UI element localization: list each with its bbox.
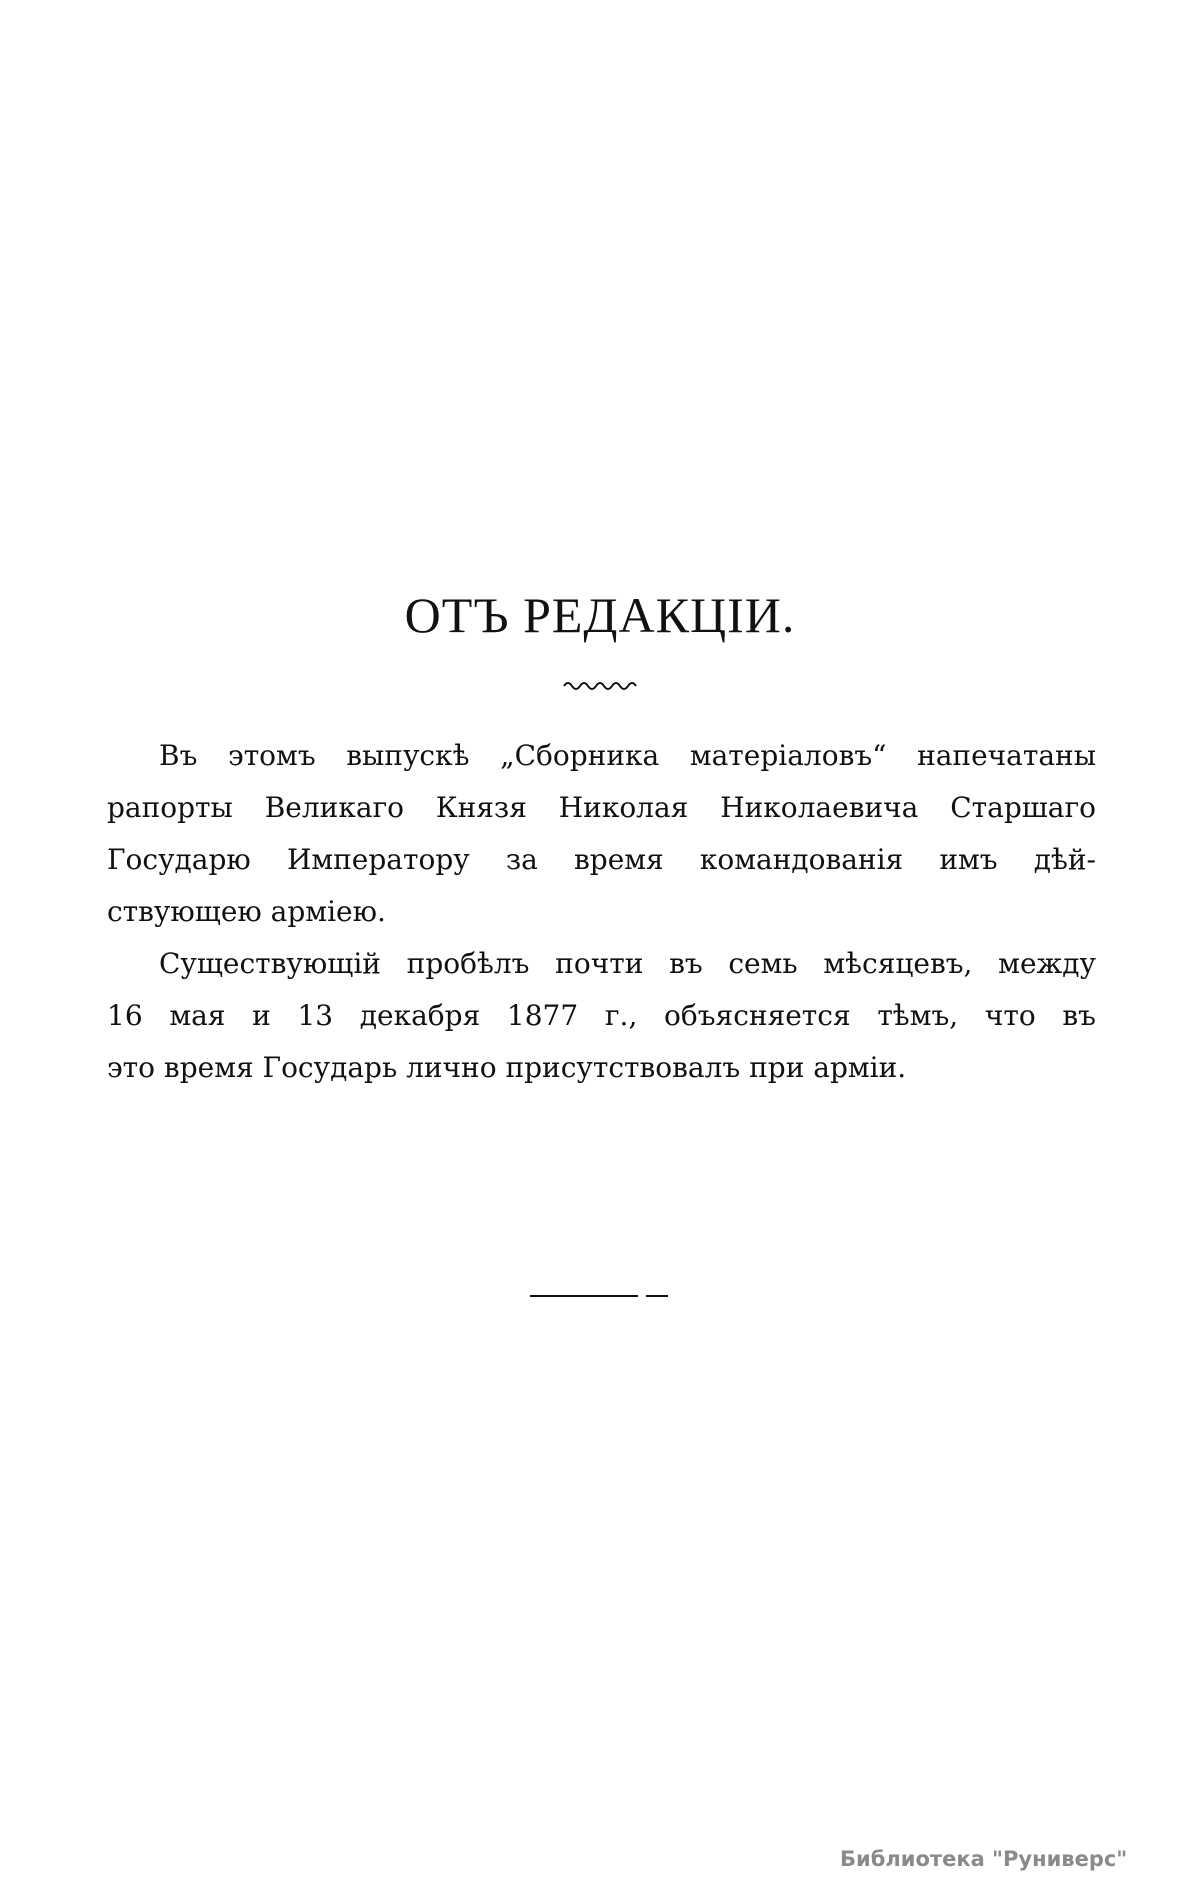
paragraph-1-line-2: рапорты Великаго Князя Николая Николаевича Старшаго [107, 791, 1096, 824]
library-watermark: Библиотека "Руниверс" [840, 1847, 1128, 1871]
wavy-ornament [562, 678, 640, 690]
paragraph-2-line-1: Существующій пробѣлъ почти въ семь мѣсяцевъ, между [159, 947, 1096, 980]
page-title: ОТЪ РЕДАКЦIИ. [404, 587, 796, 643]
paragraph-1-line-3: Государю Императору за время командованія имъ дѣй- [107, 843, 1096, 876]
body-text [107, 730, 1096, 1094]
paragraph-2-line-2: 16 мая и 13 декабря 1877 г., объясняется тѣмъ, что въ [107, 999, 1096, 1032]
paragraph-1-line-1: Въ этомъ выпускѣ „Сборника матеріаловъ“ напечатаны [159, 739, 1096, 772]
paragraph-2-line-3: это время Государь лично присутствовалъ при арміи. [107, 1051, 907, 1084]
end-rule-divider [530, 1294, 668, 1298]
paragraph-1-line-4: ствующею арміею. [107, 895, 386, 928]
